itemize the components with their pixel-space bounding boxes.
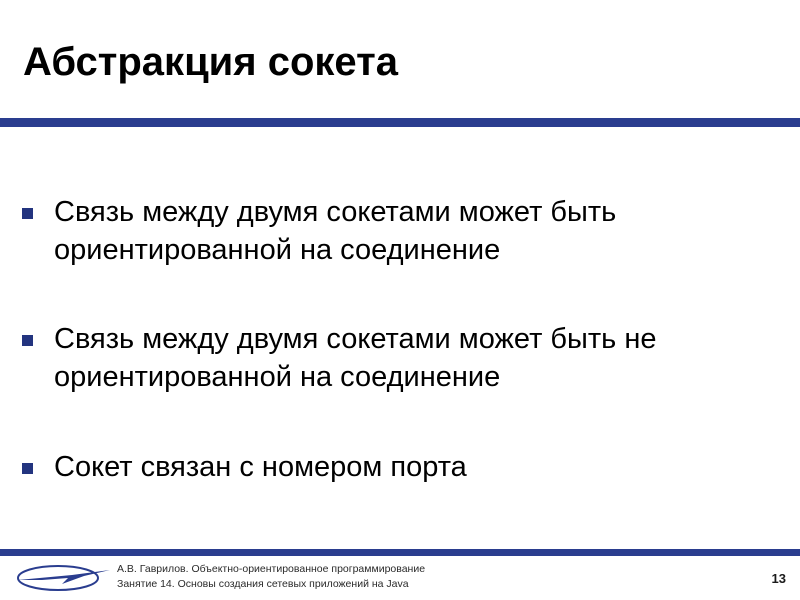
footer-line-1: А.В. Гаврилов. Объектно-ориентированное программирование — [117, 563, 426, 575]
bullet-text: Связь между двумя сокетами может быть не ориентированной на соединение — [54, 323, 657, 393]
page-number: 13 — [771, 571, 786, 586]
bullet-text: Сокет связан с номером порта — [54, 451, 467, 483]
footer-divider — [0, 549, 800, 556]
square-bullet-icon — [22, 335, 33, 346]
bullet-text: Связь между двумя сокетами может быть ориентированной на соединение — [54, 196, 617, 266]
title-divider — [0, 118, 800, 127]
footer-caption — [117, 562, 425, 592]
slide-title: Абстракция сокета — [23, 40, 398, 84]
square-bullet-icon — [22, 208, 33, 219]
footer-line-2: Занятие 14. Основы создания сетевых приложений на Java — [117, 578, 409, 590]
orbit-airplane-logo-icon — [12, 560, 112, 594]
square-bullet-icon — [22, 463, 33, 474]
